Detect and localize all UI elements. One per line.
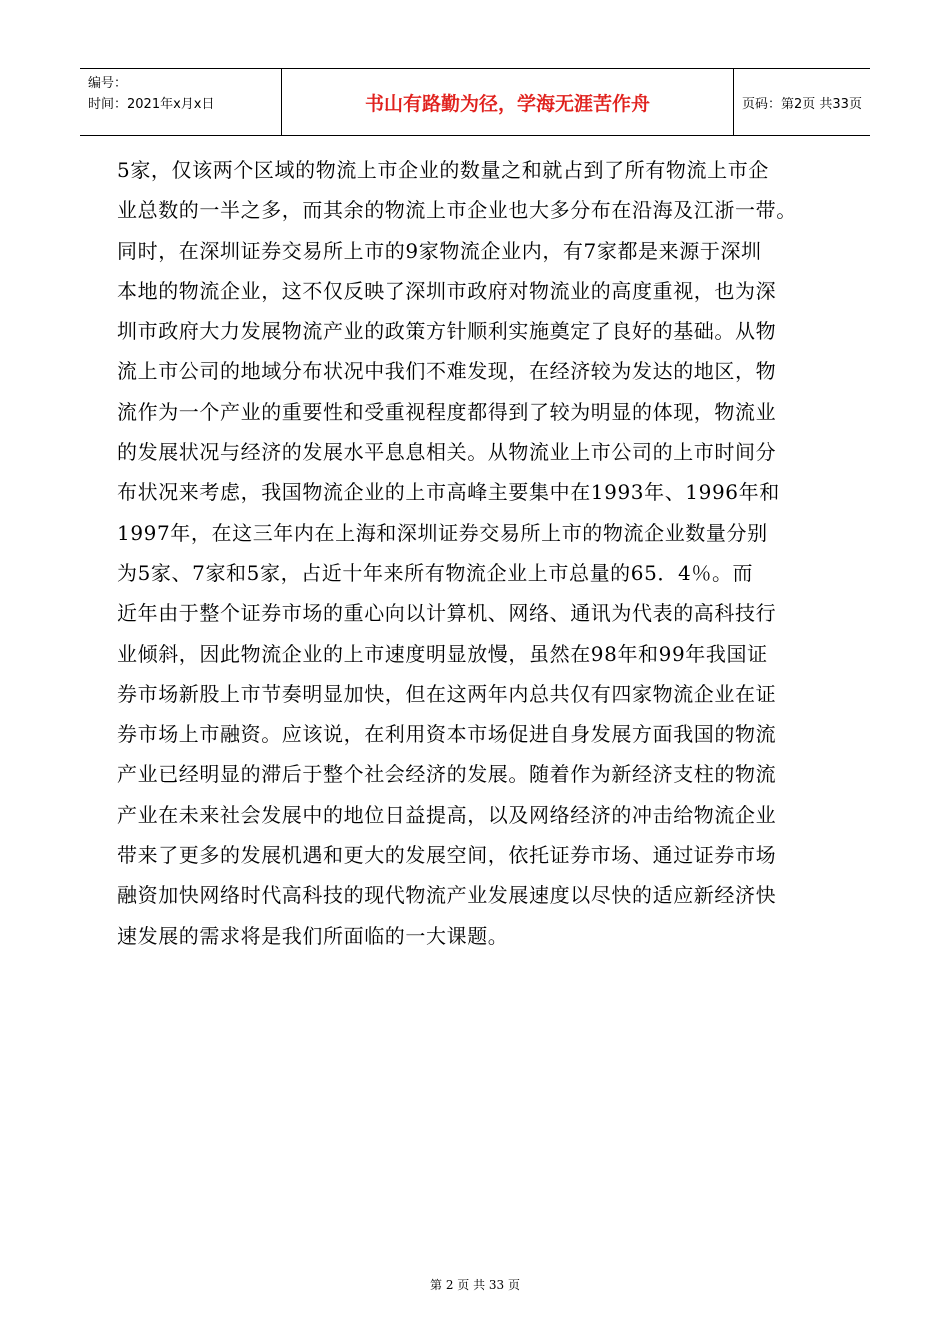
text-line: 带来了更多的发展机遇和更大的发展空间，依托证券市场、通过证券市场 [117,843,777,868]
text-line: 速发展的需求将是我们所面临的一大课题。 [117,923,509,948]
text-line: 流上市公司的地域分布状况中我们不难发现，在经济较为发达的地区，物 [117,359,777,384]
header-motto: 书山有路勤为径，学海无涯苦作舟 [364,92,650,115]
page-footer [0,1276,950,1293]
body-text [117,150,841,956]
text-line: 1997年，在这三年内在上海和深圳证券交易所上市的物流企业数量分别 [117,520,768,545]
text-line: 融资加快网络时代高科技的现代物流产业发展速度以尽快的适应新经济快 [117,883,777,908]
text-line: 的发展状况与经济的发展水平息息相关。从物流业上市公司的上市时间分 [117,440,777,465]
header-page-number: 页码：第2页 共33页 [742,96,862,112]
text-line: 布状况来考虑，我国物流企业的上市高峰主要集中在1993年、1996年和 [117,480,780,505]
text-line: 业倾斜，因此物流企业的上市速度明显放慢，虽然在98年和99年我国证 [117,641,768,666]
header-page-cell [734,69,870,135]
text-line: 本地的物流企业，这不仅反映了深圳市政府对物流业的高度重视，也为深 [117,278,777,303]
text-line: 近年由于整个证券市场的重心向以计算机、网络、通讯为代表的高科技行 [117,601,777,626]
text-line: 券市场新股上市节奏明显加快，但在这两年内总共仅有四家物流企业在证 [117,681,777,706]
document-date: 时间：2021年x月x日 [88,97,215,112]
text-line: 券市场上市融资。应该说，在利用资本市场促进自身发展方面我国的物流 [117,722,777,747]
text-line: 业总数的一半之多，而其余的物流上市企业也大多分布在沿海及江浙一带。 [117,198,797,223]
text-line: 产业在未来社会发展中的地位日益提高，以及网络经济的冲击给物流企业 [117,802,777,827]
document-number: 编号： [88,76,128,91]
header-motto-cell [282,69,734,135]
text-line: 为5家、7家和5家，占近十年来所有物流企业上市总量的65．4％。而 [117,560,754,585]
text-line: 同时，在深圳证券交易所上市的9家物流企业内，有7家都是来源于深圳 [117,238,762,263]
text-line: 产业已经明显的滞后于整个社会经济的发展。随着作为新经济支柱的物流 [117,762,777,787]
text-line: 5家，仅该两个区域的物流上市企业的数量之和就占到了所有物流上市企 [117,158,769,182]
text-line: 圳市政府大力发展物流产业的政策方针顺利实施奠定了良好的基础。从物 [117,319,777,344]
text-line: 流作为一个产业的重要性和受重视程度都得到了较为明显的体现，物流业 [117,399,777,424]
page-header [80,68,870,136]
footer-page-number: 第 2 页 共 33 页 [430,1278,520,1292]
header-info-cell [80,69,282,135]
